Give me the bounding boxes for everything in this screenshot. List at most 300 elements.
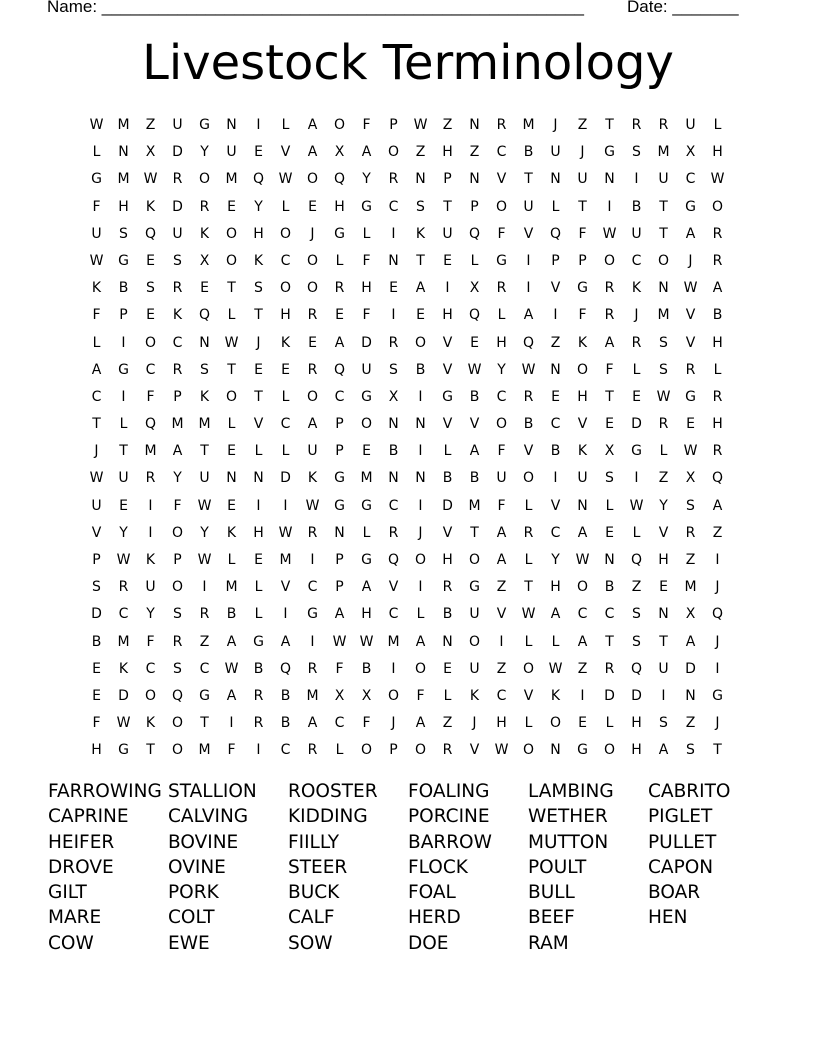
grid-letter: S	[146, 280, 155, 297]
grid-letter: U	[469, 606, 480, 623]
grid-letter: C	[388, 606, 399, 623]
grid-letter: P	[470, 198, 479, 215]
grid-letter: C	[496, 144, 507, 161]
grid-letter: J	[472, 715, 477, 732]
grid-letter: I	[553, 307, 558, 324]
grid-letter: D	[604, 687, 615, 704]
grid-letter: H	[496, 715, 507, 732]
grid-letter: R	[442, 742, 453, 759]
grid-letter: U	[91, 225, 102, 242]
grid-letter: Z	[658, 470, 669, 487]
grid-letter: I	[391, 225, 396, 242]
grid-letter: A	[496, 552, 507, 568]
grid-letter: R	[604, 280, 615, 297]
grid-letter: S	[200, 361, 209, 378]
grid-letter: L	[254, 579, 263, 596]
grid-letter: Y	[362, 171, 371, 188]
grid-letter: O	[576, 361, 589, 378]
grid-letter: R	[118, 579, 129, 596]
grid-letter: R	[172, 280, 183, 297]
header-line	[47, 0, 747, 19]
grid-letter: H	[118, 198, 129, 215]
grid-letter: X	[388, 388, 399, 405]
grid-letter: I	[256, 497, 261, 514]
grid-letter: U	[469, 660, 480, 677]
grid-letter: C	[334, 715, 345, 732]
grid-letter: L	[497, 307, 506, 324]
grid-letter: O	[306, 388, 319, 405]
grid-letter: G	[199, 687, 210, 704]
grid-letter: K	[469, 687, 480, 704]
grid-letter: E	[551, 388, 560, 405]
grid-letter: O	[306, 280, 319, 297]
grid-letter: N	[226, 470, 237, 487]
grid-letter: O	[414, 334, 427, 351]
grid-letter: C	[280, 742, 291, 759]
grid-letter: L	[605, 715, 614, 732]
grid-letter: D	[118, 687, 129, 704]
grid-letter: R	[307, 307, 318, 324]
grid-letter: G	[631, 443, 642, 460]
grid-letter: S	[173, 606, 182, 623]
grid-letter: F	[227, 742, 236, 759]
grid-letter: N	[469, 171, 480, 188]
grid-letter: U	[496, 470, 507, 487]
grid-letter: L	[281, 443, 290, 460]
grid-letter: Z	[496, 660, 507, 677]
word-list-item: BULL	[528, 882, 575, 904]
grid-letter: Q	[144, 225, 157, 242]
grid-letter: N	[658, 280, 669, 297]
grid-letter: R	[496, 280, 507, 297]
grid-letter: D	[442, 497, 453, 514]
grid-letter: W	[467, 361, 482, 378]
grid-letter: K	[172, 307, 183, 324]
grid-letter: M	[657, 307, 670, 324]
grid-letter: W	[116, 552, 131, 568]
grid-letter: V	[523, 225, 534, 242]
word-list-item: CAPON	[648, 856, 714, 878]
grid-letter: L	[470, 252, 479, 269]
grid-letter: O	[522, 660, 535, 677]
grid-letter: I	[418, 388, 423, 405]
grid-letter: I	[418, 443, 423, 460]
grid-letter: U	[199, 470, 210, 487]
word-list-item: MARE	[48, 907, 102, 929]
grid-letter: B	[91, 633, 102, 650]
grid-letter: U	[550, 144, 561, 161]
grid-letter: A	[577, 524, 588, 541]
grid-letter: T	[146, 742, 155, 759]
grid-letter: W	[359, 633, 374, 650]
grid-letter: P	[389, 117, 398, 133]
grid-letter: A	[361, 579, 372, 596]
word-list-item: STALLION	[168, 781, 257, 802]
grid-letter: T	[227, 361, 236, 378]
grid-letter: V	[577, 416, 588, 433]
grid-letter: R	[442, 579, 453, 596]
grid-letter: L	[254, 606, 263, 623]
grid-letter: N	[469, 117, 480, 133]
grid-letter: T	[659, 633, 668, 650]
grid-letter: I	[715, 552, 720, 568]
grid-letter: U	[658, 171, 669, 188]
grid-letter: T	[659, 225, 668, 242]
grid-letter: F	[173, 497, 182, 514]
grid-letter: R	[145, 470, 156, 487]
grid-letter: K	[91, 280, 102, 297]
grid-letter: C	[199, 660, 210, 677]
grid-letter: L	[92, 144, 101, 161]
grid-letter: H	[253, 524, 264, 541]
grid-letter: Z	[469, 144, 480, 161]
word-list-item: CABRITO	[648, 781, 731, 802]
grid-letter: M	[198, 416, 211, 433]
grid-letter: K	[631, 280, 642, 297]
grid-letter: O	[225, 252, 238, 269]
grid-letter: L	[632, 524, 641, 541]
grid-letter: C	[496, 388, 507, 405]
grid-letter: T	[659, 198, 668, 215]
grid-letter: U	[118, 470, 129, 487]
grid-letter: M	[144, 443, 157, 460]
word-list	[48, 779, 768, 956]
word-list-item: WETHER	[528, 806, 608, 828]
grid-letter: C	[604, 606, 615, 623]
grid-letter: W	[197, 552, 212, 568]
grid-letter: L	[659, 443, 668, 460]
grid-letter: E	[659, 579, 668, 596]
grid-letter: U	[91, 497, 102, 514]
grid-letter: P	[389, 742, 398, 759]
grid-letter: I	[391, 307, 396, 324]
grid-letter: P	[335, 443, 344, 460]
grid-letter: W	[494, 742, 509, 759]
grid-letter: M	[657, 144, 670, 161]
grid-letter: V	[685, 334, 696, 351]
grid-letter: R	[307, 361, 318, 378]
grid-letter: W	[629, 497, 644, 514]
grid-letter: W	[683, 280, 698, 297]
word-list-item: HEIFER	[48, 831, 115, 853]
grid-letter: T	[416, 252, 425, 269]
grid-letter: P	[578, 252, 587, 269]
grid-letter: W	[683, 443, 698, 460]
grid-letter: Q	[279, 660, 292, 677]
grid-letter: L	[254, 443, 263, 460]
grid-letter: C	[550, 524, 561, 541]
grid-letter: T	[443, 198, 452, 215]
grid-letter: N	[577, 497, 588, 514]
grid-letter: F	[92, 198, 101, 215]
grid-letter: A	[496, 524, 507, 541]
grid-letter: F	[146, 388, 155, 405]
grid-letter: P	[443, 171, 452, 188]
grid-letter: N	[388, 252, 399, 269]
grid-letter: E	[254, 361, 263, 378]
grid-letter: F	[578, 225, 587, 242]
grid-letter: S	[686, 497, 695, 514]
grid-letter: C	[577, 606, 588, 623]
grid-letter: N	[334, 524, 345, 541]
word-list-item: BARROW	[408, 831, 492, 853]
grid-letter: L	[443, 687, 452, 704]
grid-letter: S	[389, 361, 398, 378]
grid-letter: M	[387, 633, 400, 650]
grid-letter: W	[89, 252, 104, 269]
grid-letter: C	[145, 660, 156, 677]
grid-letter: T	[524, 171, 533, 188]
grid-letter: Z	[550, 334, 561, 351]
grid-letter: Y	[659, 497, 668, 514]
grid-letter: V	[442, 416, 453, 433]
grid-letter: G	[307, 606, 318, 623]
name-field-label: Name: ___________________________________________________	[47, 0, 584, 16]
grid-letter: E	[254, 144, 263, 161]
grid-letter: C	[631, 252, 642, 269]
grid-letter: U	[226, 144, 237, 161]
grid-letter: B	[280, 715, 291, 732]
word-list-item: PORCINE	[408, 806, 490, 828]
grid-letter: X	[685, 606, 696, 623]
grid-letter: E	[470, 334, 479, 351]
grid-letter: C	[307, 579, 318, 596]
word-list-item: EWE	[168, 932, 210, 954]
grid-letter: W	[413, 117, 428, 133]
grid-letter: O	[360, 742, 373, 759]
grid-letter: Q	[171, 687, 184, 704]
grid-letter: H	[631, 715, 642, 732]
grid-letter: V	[685, 307, 696, 324]
grid-letter: B	[442, 470, 453, 487]
grid-letter: K	[280, 334, 291, 351]
grid-letter: M	[171, 416, 184, 433]
grid-letter: V	[496, 606, 507, 623]
grid-letter: I	[391, 660, 396, 677]
grid-letter: W	[116, 715, 131, 732]
grid-letter: O	[495, 198, 508, 215]
grid-letter: H	[442, 552, 453, 568]
grid-letter: G	[334, 497, 345, 514]
grid-letter: L	[713, 361, 722, 378]
grid-letter: I	[526, 252, 531, 269]
grid-letter: J	[580, 144, 585, 161]
grid-letter: L	[632, 361, 641, 378]
grid-letter: A	[685, 225, 696, 242]
grid-letter: L	[524, 715, 533, 732]
grid-letter: E	[443, 252, 452, 269]
grid-letter: F	[605, 361, 614, 378]
grid-letter: A	[307, 416, 318, 433]
grid-letter: Z	[577, 660, 588, 677]
grid-letter: P	[173, 388, 182, 405]
grid-letter: U	[658, 660, 669, 677]
grid-letter: L	[335, 252, 344, 269]
grid-letter: O	[144, 687, 157, 704]
grid-letter: B	[226, 606, 237, 623]
grid-letter: H	[361, 280, 372, 297]
grid-letter: Z	[685, 552, 696, 568]
grid-letter: A	[469, 443, 480, 460]
grid-letter: A	[172, 443, 183, 460]
grid-letter: Y	[146, 606, 155, 623]
grid-letter: Z	[577, 117, 588, 133]
grid-letter: O	[279, 280, 292, 297]
word-list-item: FARROWING	[48, 781, 162, 802]
grid-letter: C	[280, 252, 291, 269]
grid-letter: C	[550, 416, 561, 433]
grid-letter: J	[310, 225, 315, 242]
grid-letter: I	[283, 497, 288, 514]
grid-letter: B	[361, 660, 372, 677]
grid-letter: N	[604, 552, 615, 568]
grid-letter: O	[603, 252, 616, 269]
grid-letter: E	[308, 198, 317, 215]
grid-letter: I	[634, 171, 639, 188]
grid-letter: S	[173, 660, 182, 677]
grid-letter: D	[631, 687, 642, 704]
grid-letter: R	[523, 524, 534, 541]
grid-letter: L	[524, 497, 533, 514]
grid-letter: T	[200, 715, 209, 732]
grid-letter: V	[442, 361, 453, 378]
grid-letter: B	[415, 361, 426, 378]
grid-letter: N	[415, 470, 426, 487]
grid-letter: A	[685, 633, 696, 650]
grid-letter: V	[550, 497, 561, 514]
grid-letter: L	[227, 552, 236, 568]
grid-letter: R	[712, 225, 723, 242]
grid-letter: C	[145, 361, 156, 378]
grid-letter: S	[605, 470, 614, 487]
grid-letter: C	[388, 497, 399, 514]
grid-letter: V	[280, 144, 291, 161]
grid-letter: R	[172, 171, 183, 188]
grid-letter: E	[92, 687, 101, 704]
grid-letter: Z	[415, 144, 426, 161]
word-list-item: POULT	[528, 856, 587, 878]
grid-letter: Q	[630, 552, 643, 568]
grid-letter: Y	[200, 144, 209, 161]
grid-letter: O	[576, 579, 589, 596]
grid-letter: F	[362, 117, 371, 133]
grid-letter: P	[551, 252, 560, 269]
grid-letter: G	[496, 252, 507, 269]
grid-letter: B	[523, 144, 534, 161]
grid-letter: Q	[711, 606, 724, 623]
grid-letter: X	[199, 252, 210, 269]
grid-letter: E	[308, 334, 317, 351]
grid-letter: V	[280, 579, 291, 596]
word-list-item: PIGLET	[648, 806, 713, 828]
grid-letter: Q	[468, 307, 481, 324]
grid-letter: J	[634, 307, 639, 324]
grid-letter: W	[89, 470, 104, 487]
date-field-label: Date: _______	[627, 0, 739, 16]
grid-letter: L	[713, 117, 722, 133]
grid-letter: H	[577, 388, 588, 405]
grid-letter: R	[172, 633, 183, 650]
grid-letter: G	[685, 388, 696, 405]
grid-letter: I	[418, 497, 423, 514]
grid-letter: E	[227, 198, 236, 215]
grid-letter: Q	[549, 225, 562, 242]
grid-letter: Q	[630, 660, 643, 677]
grid-letter: T	[713, 742, 722, 759]
grid-letter: U	[172, 117, 183, 133]
grid-letter: P	[335, 416, 344, 433]
grid-letter: Y	[119, 524, 128, 541]
grid-letter: F	[497, 225, 506, 242]
grid-letter: L	[443, 443, 452, 460]
grid-letter: B	[469, 388, 480, 405]
grid-letter: A	[523, 307, 534, 324]
grid-letter: D	[172, 144, 183, 161]
grid-letter: U	[442, 225, 453, 242]
word-list-item: DOE	[408, 932, 449, 954]
grid-letter: N	[388, 470, 399, 487]
grid-letter: O	[198, 171, 211, 188]
grid-letter: A	[712, 280, 723, 297]
grid-letter: M	[225, 579, 238, 596]
grid-letter: A	[334, 334, 345, 351]
grid-letter: S	[254, 280, 263, 297]
grid-letter: N	[226, 117, 237, 133]
grid-letter: O	[306, 252, 319, 269]
grid-letter: I	[634, 470, 639, 487]
grid-letter: O	[657, 252, 670, 269]
grid-letter: A	[415, 280, 426, 297]
grid-letter: A	[604, 334, 615, 351]
grid-letter: N	[550, 361, 561, 378]
grid-letter: G	[442, 388, 453, 405]
grid-letter: B	[253, 660, 264, 677]
grid-letter: R	[712, 252, 723, 269]
grid-letter: K	[307, 470, 318, 487]
grid-letter: V	[496, 171, 507, 188]
grid-letter: R	[523, 388, 534, 405]
grid-letter: N	[550, 171, 561, 188]
grid-letter: F	[92, 715, 101, 732]
grid-letter: A	[307, 144, 318, 161]
grid-letter: B	[631, 198, 642, 215]
grid-letter: W	[656, 388, 671, 405]
grid-letter: J	[391, 715, 396, 732]
grid-letter: L	[281, 117, 290, 133]
grid-letter: U	[577, 171, 588, 188]
grid-letter: F	[146, 633, 155, 650]
grid-letter: O	[468, 552, 481, 568]
grid-letter: G	[91, 171, 102, 188]
grid-letter: I	[445, 280, 450, 297]
grid-letter: N	[685, 687, 696, 704]
grid-letter: S	[92, 579, 101, 596]
word-list-item: PORK	[168, 882, 219, 904]
grid-letter: R	[307, 660, 318, 677]
grid-letter: V	[550, 280, 561, 297]
grid-letter: A	[415, 715, 426, 732]
grid-letter: W	[278, 524, 293, 541]
grid-letter: U	[307, 443, 318, 460]
grid-letter: T	[605, 633, 614, 650]
grid-letter: L	[416, 606, 425, 623]
grid-letter: W	[332, 633, 347, 650]
grid-letter: I	[256, 117, 261, 133]
word-list-item: FOALING	[408, 781, 490, 802]
grid-letter: L	[281, 198, 290, 215]
grid-letter: E	[389, 280, 398, 297]
grid-letter: A	[91, 361, 102, 378]
